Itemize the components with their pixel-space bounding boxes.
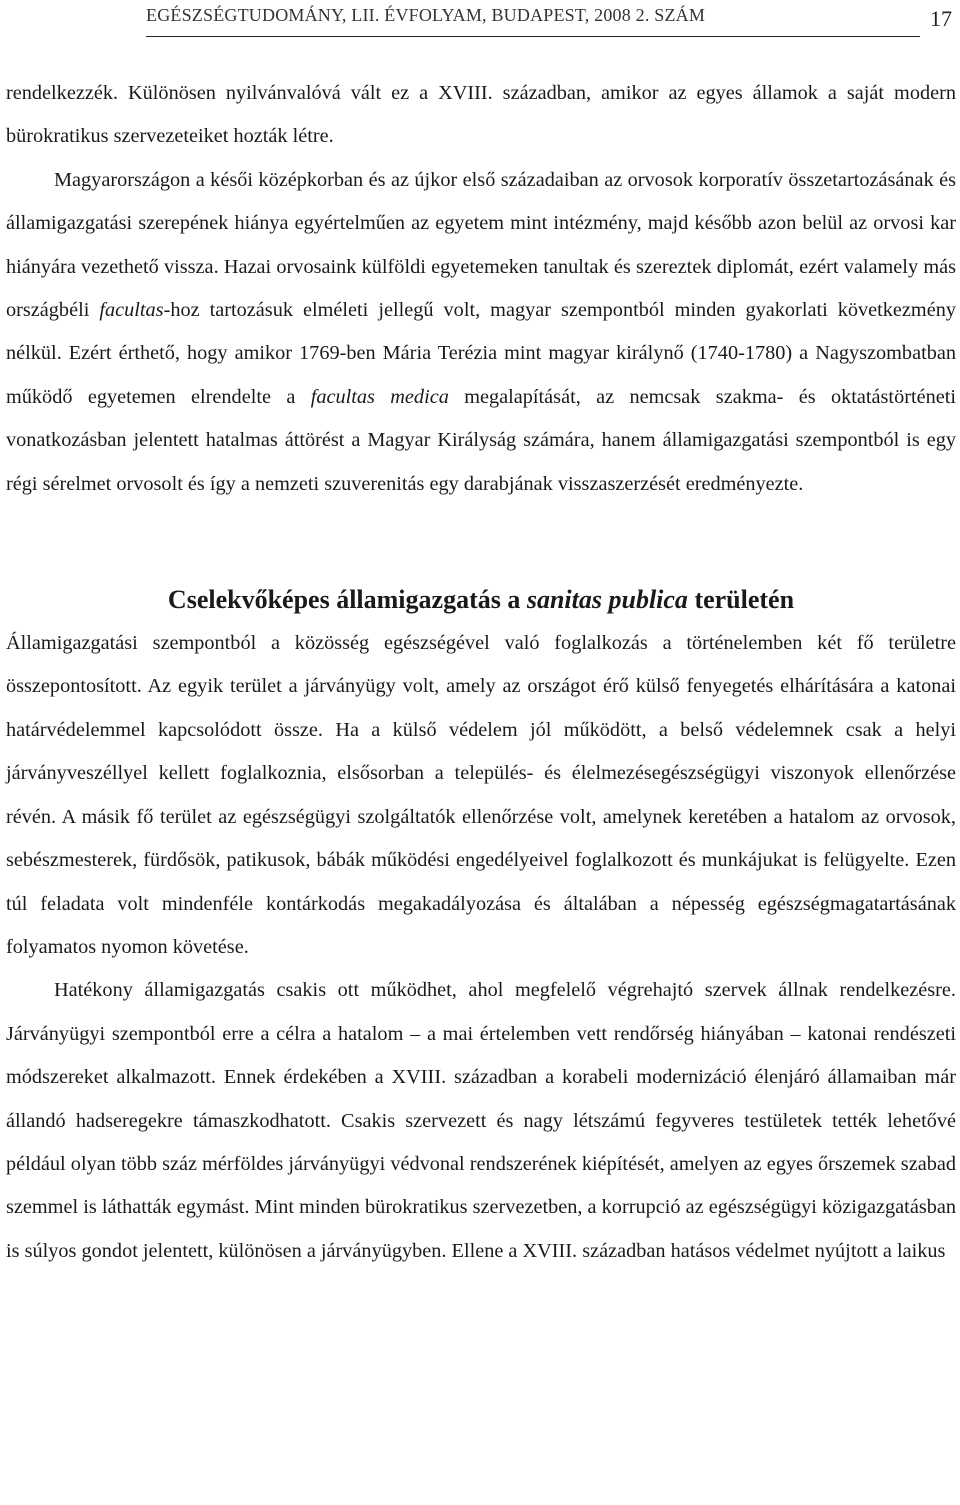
journal-citation: EGÉSZSÉGTUDOMÁNY, LII. ÉVFOLYAM, BUDAPEST, 2008 2. SZÁM xyxy=(146,5,706,25)
running-header xyxy=(146,0,920,37)
section-heading-part-b: területén xyxy=(687,585,795,615)
paragraph-continuation: rendelkezzék. Különösen nyilvánvalóvá vált ez a XVIII. században, amikor az egyes államok a saját modern bürokratikus szervezeteiket hozták létre. xyxy=(6,82,956,148)
paragraph-enforcement: Hatékony államigazgatás csakis ott működhet, ahol megfelelő végrehajtó szervek állnak rendelkezésre. Járványügyi szempontból erre a célra a hatalom – a mai értelemben vett rendőrség hiányában – katonai rendészeti módszereket alkalmazott. Ennek érdekében a XVIII. században a korabeli modernizáció élenjáró államaiban már állandó hadseregekre támaszkodhatott. Csakis szervezett és nagy létszámú fegyveres testületek tették lehetővé például olyan több száz mérföldes járványügyi védvonal rendszerének kiépítését, amelyen az egyes őrszemek szabad szemmel is láthatták egymást. Mint minden bürokratikus szervezetben, a korrupció az egészségügyi közigazgatásban is súlyos gondot jelentett, különösen a járványügyben. Ellene a XVIII. században hatásos védelmet nyújtott a laikus xyxy=(6,979,956,1262)
document-page xyxy=(6,0,956,1273)
paragraph-public-health-areas: Államigazgatási szempontból a közösség egészségével való foglalkozás a történelemben két fő területre összepontosított. Az egyik terület a járványügy volt, amely az országot érő külső fenyegetés elhárítására a katonai határvédelemmel kapcsolódott össze. Ha a külső védelem jól működött, a belső védelemnek csak a helyi járványveszéllyel kellett foglalkoznia, elsősorban a település- és élelmezésegészségügyi viszonyok ellenőrzése révén. A másik fő terület az egészségügyi szolgáltatók ellenőrzése volt, amelynek keretében a hatalom az orvosok, sebészmesterek, fürdősök, patikusok, bábák működési engedélyeivel foglalkozott és munkájukat is felügyelte. Ezen túl feladata volt mindenféle kontárkodás megakadályozása és általában a népesség egészségmagatartásának folyamatos nyomon követése. xyxy=(6,632,956,958)
paragraph-universities xyxy=(6,159,956,506)
section-heading xyxy=(6,584,956,616)
paragraph-universities-part-a: Magyarországon a késői középkorban és az újkor első századaiban az orvosok korporatív összetartozásának és államigazgatási szerepének hiánya egyértelműen az egyetem mint intézmény, majd később azon belül az orvosi kar hiányára vezethető vissza. Hazai orvosaink külföldi egyetemeken tanultak és szereztek diplomát, ezért valamely más országbéli xyxy=(6,168,956,322)
section-heading-part-a: Cselekvőképes államigazgatás a xyxy=(167,585,527,615)
paragraph-universities-part-b: -hoz tartozásuk elméleti jellegű volt, magyar szempontból minden gyakorlati következmény nélkül. Ezért érthető, hogy amikor 1769-ben Mária Terézia mint magyar királynő (1740-1780) a Nagyszombatban működő egyetemen elrendelte a xyxy=(6,299,956,408)
paragraph-universities-part-c: megalapítását, az nemcsak szakma- és oktatástörténeti vonatkozásban jelentett hatalmas áttörést a Magyar Királyság számára, hanem államigazgatási szempontból is egy régi sérelmet orvosolt és így a nemzeti szuverenitás egy darabjának visszaszerzését eredményezte. xyxy=(6,385,957,495)
term-facultas: facultas xyxy=(99,299,164,322)
page-number: 17 xyxy=(930,6,952,31)
section-heading-italic: sanitas publica xyxy=(526,585,688,615)
term-facultas-medica: facultas medica xyxy=(310,385,449,408)
